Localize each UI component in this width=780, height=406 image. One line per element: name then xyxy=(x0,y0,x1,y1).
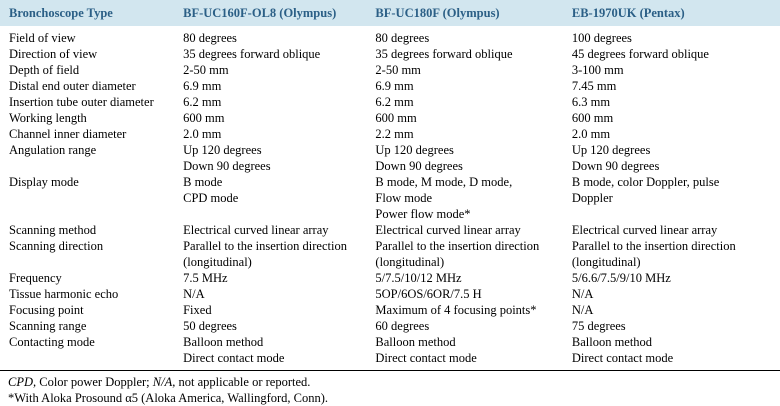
cell-line: Doppler xyxy=(571,191,613,205)
cell-line: 5/7.5/10/12 MHz xyxy=(375,271,462,285)
table-cell xyxy=(178,222,370,238)
table-row xyxy=(0,26,780,46)
footnote-cpd-text: Color power Doppler; xyxy=(36,375,153,389)
row-label: Channel inner diameter xyxy=(9,127,127,141)
table-row xyxy=(0,286,780,302)
footnote-asterisk: *With Aloka Prosound α5 (Aloka America, Wallingford, Conn). xyxy=(8,391,329,405)
header-bronchoscope-type: Bronchoscope Type xyxy=(9,6,113,20)
table-cell xyxy=(370,62,566,78)
table-cell xyxy=(178,94,370,110)
cell-line: 2-50 mm xyxy=(183,63,229,77)
table-cell xyxy=(370,270,566,286)
table-row xyxy=(0,110,780,126)
cell-line: 50 degrees xyxy=(183,319,237,333)
row-label: Contacting mode xyxy=(0,334,178,371)
cell-line: B mode, M mode, D mode, xyxy=(375,175,513,189)
table-row xyxy=(0,62,780,78)
table-cell xyxy=(178,110,370,126)
cell-line: Balloon method xyxy=(183,335,264,349)
cell-line: 6.2 mm xyxy=(375,95,414,109)
table-row xyxy=(0,302,780,318)
table-cell xyxy=(178,318,370,334)
cell-line: Balloon method xyxy=(571,335,653,349)
footnote-abbr-cpd: CPD, xyxy=(8,375,37,389)
cell-line: Down 90 degrees xyxy=(571,159,660,173)
table-cell xyxy=(567,270,780,286)
cell-line: 5/6.6/7.5/9/10 MHz xyxy=(571,271,671,285)
table-cell xyxy=(567,286,780,302)
cell-line: Down 90 degrees xyxy=(375,159,463,173)
cell-line: 7.5 MHz xyxy=(183,271,228,285)
table-cell xyxy=(370,94,566,110)
cell-line: Up 120 degrees xyxy=(375,143,454,157)
cell-line: N/A xyxy=(571,303,594,317)
table-cell xyxy=(567,94,780,110)
cell-line: Fixed xyxy=(183,303,212,317)
cell-line: 6.2 mm xyxy=(183,95,222,109)
table-cell xyxy=(370,78,566,94)
cell-line: Electrical curved linear array xyxy=(375,223,521,237)
header-eb-1970uk: EB-1970UK (Pentax) xyxy=(571,6,685,20)
cell-line: Electrical curved linear array xyxy=(183,223,329,237)
table-cell xyxy=(567,174,780,222)
cell-line: 80 degrees xyxy=(183,31,237,45)
table-cell xyxy=(178,286,370,302)
header-bf-uc180f: BF-UC180F (Olympus) xyxy=(375,6,500,20)
table-cell xyxy=(178,142,370,174)
cell-line: Electrical curved linear array xyxy=(571,223,718,237)
table-row xyxy=(0,78,780,94)
cell-line: 2.0 mm xyxy=(571,127,611,141)
cell-line: 2.0 mm xyxy=(183,127,222,141)
row-label: Insertion tube outer diameter xyxy=(9,95,154,109)
table-cell xyxy=(370,26,566,46)
cell-line: 6.3 mm xyxy=(571,95,611,109)
row-label: Focusing point xyxy=(9,303,84,317)
table-cell xyxy=(178,302,370,318)
cell-line: Up 120 degrees xyxy=(183,143,262,157)
table-cell xyxy=(567,126,780,142)
cell-line: 35 degrees forward oblique xyxy=(375,47,513,61)
cell-line: 100 degrees xyxy=(571,31,632,45)
table-cell xyxy=(567,78,780,94)
table-body xyxy=(0,26,780,371)
table-cell xyxy=(178,62,370,78)
cell-line: Maximum of 4 focusing points* xyxy=(375,303,537,317)
cell-line: Balloon method xyxy=(375,335,456,349)
table-cell xyxy=(178,334,370,371)
cell-line: 7.45 mm xyxy=(571,79,617,93)
table-cell xyxy=(567,142,780,174)
table-cell xyxy=(567,26,780,46)
table-cell xyxy=(370,126,566,142)
cell-line: Down 90 degrees xyxy=(183,159,271,173)
cell-line: 600 mm xyxy=(571,111,614,125)
table-header xyxy=(0,0,780,26)
table-footnotes xyxy=(8,374,328,406)
cell-line: CPD mode xyxy=(183,191,239,205)
table-cell xyxy=(567,62,780,78)
cell-line: 2-50 mm xyxy=(375,63,421,77)
table-row xyxy=(0,142,780,174)
table-cell xyxy=(370,174,566,222)
row-label: Display mode xyxy=(9,175,79,189)
table-cell xyxy=(178,174,370,222)
table-cell xyxy=(370,302,566,318)
table-cell xyxy=(567,46,780,62)
table-cell xyxy=(370,142,566,174)
table-row xyxy=(0,318,780,334)
table-row xyxy=(0,126,780,142)
table-cell xyxy=(567,110,780,126)
table-row xyxy=(0,94,780,110)
header-bf-uc160f: BF-UC160F-OL8 (Olympus) xyxy=(183,6,337,20)
table-cell xyxy=(370,318,566,334)
cell-line: N/A xyxy=(571,287,594,301)
cell-line: B mode, color Doppler, pulse xyxy=(571,175,720,189)
row-label: Scanning direction xyxy=(9,239,104,253)
table-cell xyxy=(370,46,566,62)
table-row xyxy=(0,222,780,238)
table-row xyxy=(0,270,780,286)
cell-line: 3-100 mm xyxy=(571,63,624,77)
cell-line: (longitudinal) xyxy=(375,255,445,269)
cell-line: Power flow mode* xyxy=(375,207,471,221)
table-cell xyxy=(370,222,566,238)
row-label: Distal end outer diameter xyxy=(9,79,136,93)
table-cell xyxy=(178,46,370,62)
row-label: Frequency xyxy=(9,271,62,285)
table-cell xyxy=(567,222,780,238)
row-label: Depth of field xyxy=(9,63,80,77)
table-cell xyxy=(370,110,566,126)
row-label: Field of view xyxy=(9,31,76,45)
row-label: Working length xyxy=(9,111,87,125)
cell-line: Direct contact mode xyxy=(571,351,674,365)
table-cell xyxy=(370,334,566,371)
cell-line: 600 mm xyxy=(375,111,417,125)
table-cell xyxy=(178,238,370,270)
table-cell xyxy=(370,286,566,302)
table-cell xyxy=(567,302,780,318)
cell-line: 60 degrees xyxy=(375,319,430,333)
cell-line: (longitudinal) xyxy=(183,255,252,269)
table-row xyxy=(0,334,780,371)
cell-line: 80 degrees xyxy=(375,31,430,45)
footnote-abbreviations xyxy=(8,374,328,390)
row-label: Scanning range xyxy=(9,319,87,333)
cell-line: N/A xyxy=(183,287,205,301)
cell-line: 2.2 mm xyxy=(375,127,414,141)
table-cell xyxy=(178,78,370,94)
cell-line: Parallel to the insertion direction xyxy=(571,239,736,253)
row-label: Angulation range xyxy=(9,143,97,157)
table-cell xyxy=(567,334,780,371)
cell-line: 35 degrees forward oblique xyxy=(183,47,321,61)
cell-line: B mode xyxy=(183,175,223,189)
footnote-na-text: not applicable or reported. xyxy=(175,375,311,389)
cell-line: Direct contact mode xyxy=(375,351,477,365)
cell-line: Flow mode xyxy=(375,191,433,205)
table-cell xyxy=(178,126,370,142)
cell-line: 5OP/6OS/6OR/7.5 H xyxy=(375,287,482,301)
cell-line: Up 120 degrees xyxy=(571,143,651,157)
row-label: Direction of view xyxy=(9,47,98,61)
header-row xyxy=(0,0,780,26)
cell-line: 6.9 mm xyxy=(183,79,222,93)
table-row xyxy=(0,238,780,270)
table-cell xyxy=(178,270,370,286)
cell-line: (longitudinal) xyxy=(571,255,641,269)
cell-line: Parallel to the insertion direction xyxy=(375,239,540,253)
cell-line: 45 degrees forward oblique xyxy=(571,47,709,61)
table-cell xyxy=(567,318,780,334)
footnote-abbr-na: N/A, xyxy=(152,375,176,389)
row-label: Tissue harmonic echo xyxy=(9,287,119,301)
table-row xyxy=(0,174,780,222)
cell-line: Direct contact mode xyxy=(183,351,285,365)
row-label: Scanning method xyxy=(9,223,97,237)
table-cell xyxy=(567,238,780,270)
table-cell xyxy=(370,238,566,270)
cell-line: 600 mm xyxy=(183,111,225,125)
cell-line: 6.9 mm xyxy=(375,79,414,93)
table-row xyxy=(0,46,780,62)
cell-line: Parallel to the insertion direction xyxy=(183,239,347,253)
table-cell xyxy=(178,26,370,46)
cell-line: 75 degrees xyxy=(571,319,626,333)
